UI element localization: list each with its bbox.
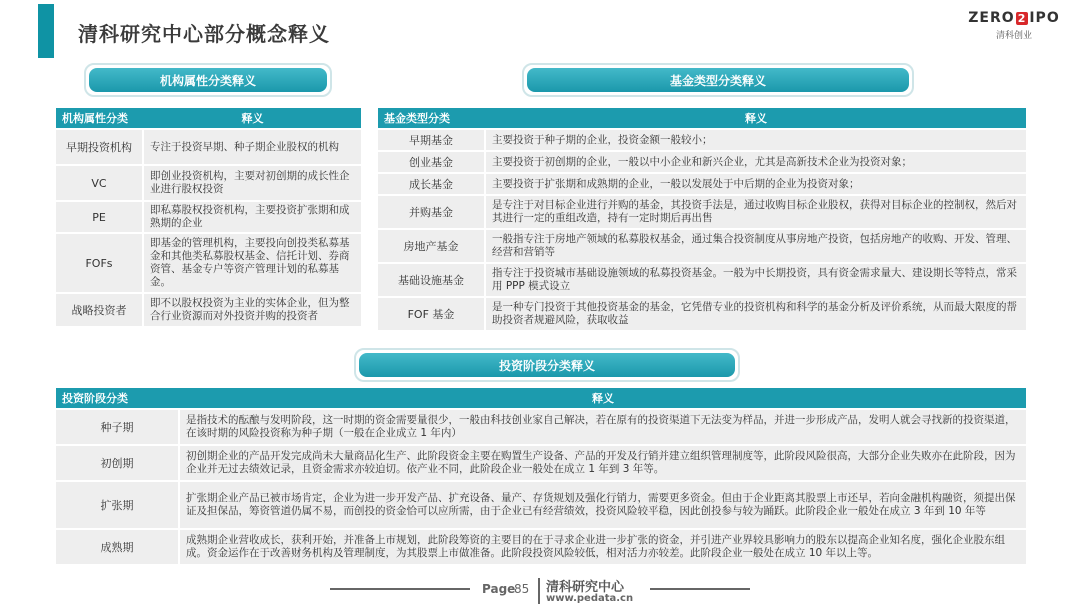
definition-cell: 即创业投资机构，主要对初创期的成长性企业进行股权投资 [144, 166, 361, 200]
table-row [56, 482, 1026, 528]
category-cell: 基础设施基金 [378, 264, 486, 296]
table-row [56, 166, 361, 200]
category-cell: 成熟期 [56, 530, 180, 564]
definition-cell: 即基金的管理机构，主要投向创投类私募基金和其他类私募股权基金、信托计划、券商资管、基金专户等资产管理计划的私募基金。 [144, 234, 361, 292]
page-label: Page [482, 582, 516, 596]
fund-table [378, 106, 1026, 332]
table-row [56, 446, 1026, 480]
table-header-row [56, 108, 361, 128]
footer-organization: 清科研究中心 [546, 580, 625, 595]
logo-text-right: IPO [1029, 10, 1060, 26]
definition-cell: 主要投资于种子期的企业，投资金额一般较小； [486, 130, 1026, 150]
fund-section-pill [522, 63, 914, 97]
category-cell: FOF 基金 [378, 298, 486, 330]
definition-cell: 一般指专注于房地产领域的私募股权基金，通过集合投资制度从事房地产投资，包括房地产的收购、开发、管理、经营和营销等 [486, 230, 1026, 262]
column-header: 释义 [486, 108, 1026, 128]
definition-cell: 即不以股权投资为主业的实体企业，但为整合行业资源而对外投资并购的投资者 [144, 294, 361, 326]
definition-cell: 是指技术的酝酿与发明阶段，这一时期的资金需要量很少，一般由科技创业家自己解决，若在原有的投资渠道下无法变为样品，并进一步形成产品，发明人就会寻找新的投资渠道，在该时期的风险投资称为种子期（一般在企业成立 1 年内） [180, 410, 1026, 444]
category-cell: FOFs [56, 234, 144, 292]
logo-subtitle: 清科创业 [995, 31, 1032, 41]
footer-divider-left [330, 588, 470, 590]
logo-text-left: ZERO [968, 10, 1015, 26]
table-row [378, 152, 1026, 172]
table-row [378, 264, 1026, 296]
table-header-row [56, 388, 1026, 408]
table-row [56, 234, 361, 292]
column-header: 释义 [144, 108, 361, 128]
definition-cell: 是专注于对目标企业进行并购的基金，其投资手法是，通过收购目标企业股权，获得对目标企业的控制权，然后对其进行一定的重组改造，持有一定时期后再出售 [486, 196, 1026, 228]
column-header: 基金类型分类 [378, 108, 486, 128]
page-number: 85 [514, 582, 530, 596]
column-header: 机构属性分类 [56, 108, 144, 128]
definition-cell: 主要投资于初创期的企业，一般以中小企业和新兴企业，尤其是高新技术企业为投资对象； [486, 152, 1026, 172]
stage-section-pill [354, 348, 740, 382]
table-header-row [378, 108, 1026, 128]
footer-separator [538, 578, 540, 604]
table-row [378, 130, 1026, 150]
category-cell: 初创期 [56, 446, 180, 480]
table-row [56, 202, 361, 232]
table-row [56, 410, 1026, 444]
category-cell: 房地产基金 [378, 230, 486, 262]
stage-table [56, 386, 1026, 566]
table-row [56, 294, 361, 326]
table-row [378, 298, 1026, 330]
definition-cell: 主要投资于扩张期和成熟期的企业，一般以发展处于中后期的企业为投资对象； [486, 174, 1026, 194]
title-accent-bar [38, 4, 54, 58]
page-title: 清科研究中心部分概念释义 [78, 22, 330, 46]
category-cell: 成长基金 [378, 174, 486, 194]
category-cell: 种子期 [56, 410, 180, 444]
table-row [56, 130, 361, 164]
category-cell: 扩张期 [56, 482, 180, 528]
page-footer [0, 574, 1080, 608]
column-header: 释义 [180, 388, 1026, 408]
stage-section-label: 投资阶段分类释义 [359, 353, 735, 377]
footer-divider-right [650, 588, 750, 590]
institution-section-label: 机构属性分类释义 [89, 68, 327, 92]
category-cell: 早期投资机构 [56, 130, 144, 164]
category-cell: 并购基金 [378, 196, 486, 228]
logo-text-box: 2 [1017, 12, 1027, 25]
definition-cell: 指专注于投资城市基础设施领域的私募投资基金。一般为中长期投资，具有资金需求量大、建设期长等特点，常采用 PPP 模式设立 [486, 264, 1026, 296]
table-row [378, 230, 1026, 262]
category-cell: 早期基金 [378, 130, 486, 150]
category-cell: 战略投资者 [56, 294, 144, 326]
definition-cell: 专注于投资早期、种子期企业股权的机构 [144, 130, 361, 164]
institution-table [56, 106, 361, 328]
definition-cell: 是一种专门投资于其他投资基金的基金，它凭借专业的投资机构和科学的基金分析及评价系统，从而最大限度的帮助投资者规避风险，获取收益 [486, 298, 1026, 330]
category-cell: PE [56, 202, 144, 232]
footer-url: www.pedata.cn [546, 593, 634, 604]
zero2ipo-logo [966, 10, 1062, 50]
fund-section-label: 基金类型分类释义 [527, 68, 909, 92]
table-row [56, 530, 1026, 564]
institution-section-pill [84, 63, 332, 97]
definition-cell: 即私募股权投资机构，主要投资扩张期和成熟期的企业 [144, 202, 361, 232]
definition-cell: 初创期企业的产品开发完成尚未大量商品化生产、此阶段资金主要在购置生产设备、产品的开发及行销并建立组织管理制度等，此阶段风险很高，大部分企业失败亦在此阶段，因为企业并无过去绩效记录，且资金需求亦较迫切。依产业不同，此阶段企业一般处在成立 1 年到 3 年等。 [180, 446, 1026, 480]
category-cell: VC [56, 166, 144, 200]
category-cell: 创业基金 [378, 152, 486, 172]
definition-cell: 成熟期企业营收成长，获利开始，并准备上市规划，此阶段筹资的主要目的在于寻求企业进一步扩张的资金，并引进产业界较具影响力的股东以提高企业知名度，强化企业股东组成。资金运作在于改善财务机构及管理制度，为其股票上市做准备。此阶段投资风险较低，相对活力亦较差。此阶段企业一般处在成立 10 年以上等。 [180, 530, 1026, 564]
table-row [378, 196, 1026, 228]
column-header: 投资阶段分类 [56, 388, 180, 408]
table-row [378, 174, 1026, 194]
definition-cell: 扩张期企业产品已被市场肯定，企业为进一步开发产品、扩充设备、量产、存货规划及强化行销力，需要更多资金。但由于企业距离其股票上市还早，若向金融机构融资，须提出保证及担保品，筹资管道仍属不易，而创投的资金恰可以应所需，由于企业已有经营绩效，投资风险较平稳，因此创投参与较为踊跃。此阶段企业一般处在成立 3 年到 10 年等 [180, 482, 1026, 528]
